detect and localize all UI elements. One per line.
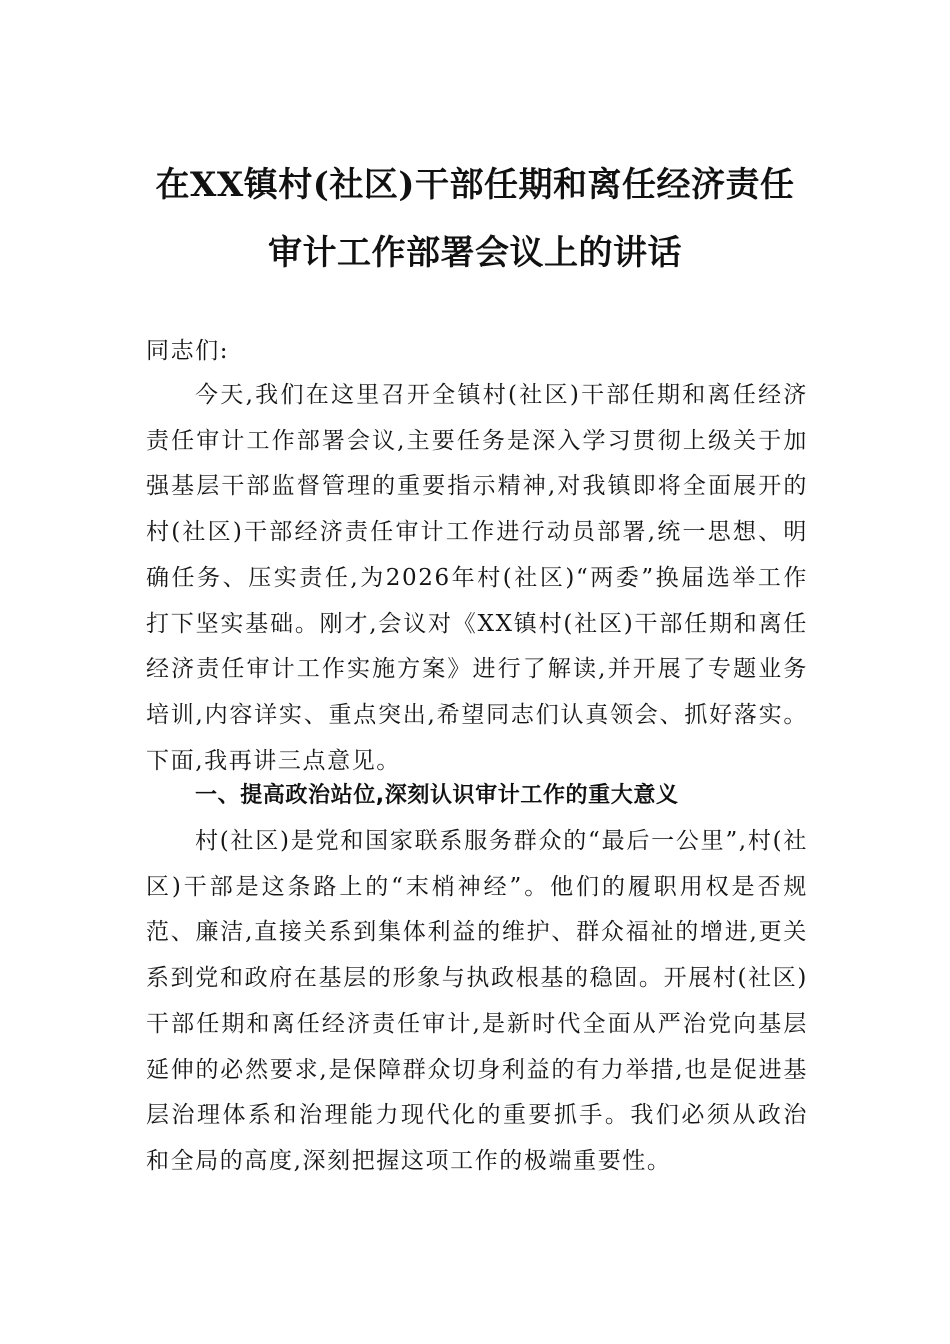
paragraph-intro: 今天,我们在这里召开全镇村(社区)干部任期和离任经济责任审计工作部署会议,主要任务是深入学习贯彻上级关于加强基层干部监督管理的重要指示精神,对我镇即将全面展开的村(社区)干部经济责任审计工作进行动员部署,统一思想、明确任务、压实责任,为2026年村(社区)“两委”换届选举工作打下坚实基础。刚才,会议对《XX镇村(社区)干部任期和离任经济责任审计工作实施方案》进行了解读,并开展了专题业务培训,内容详实、重点突出,希望同志们认真领会、抓好落实。下面,我再讲三点意见。 [146,382,808,774]
salutation: 同志们: [146,338,230,364]
document-title-line-2: 审计工作部署会议上的讲话 [268,233,682,273]
document-title-line-1: 在XX镇村(社区)干部任期和离任经济责任 [155,165,795,205]
section-heading-1: 一、提高政治站位,深刻认识审计工作的重大意义 [195,783,679,808]
paragraph-section-1: 村(社区)是党和国家联系服务群众的“最后一公里”,村(社区)干部是这条路上的“末梢神经”。他们的履职用权是否规范、廉洁,直接关系到集体利益的维护、群众福祉的增进,更关系到党和政府在基层的形象与执政根基的稳固。开展村(社区)干部任期和离任经济责任审计,是新时代全面从严治党向基层延伸的必然要求,是保障群众切身利益的有力举措,也是促进基层治理体系和治理能力现代化的重要抓手。我们必须从政治和全局的高度,深刻把握这项工作的极端重要性。 [146,828,808,1174]
